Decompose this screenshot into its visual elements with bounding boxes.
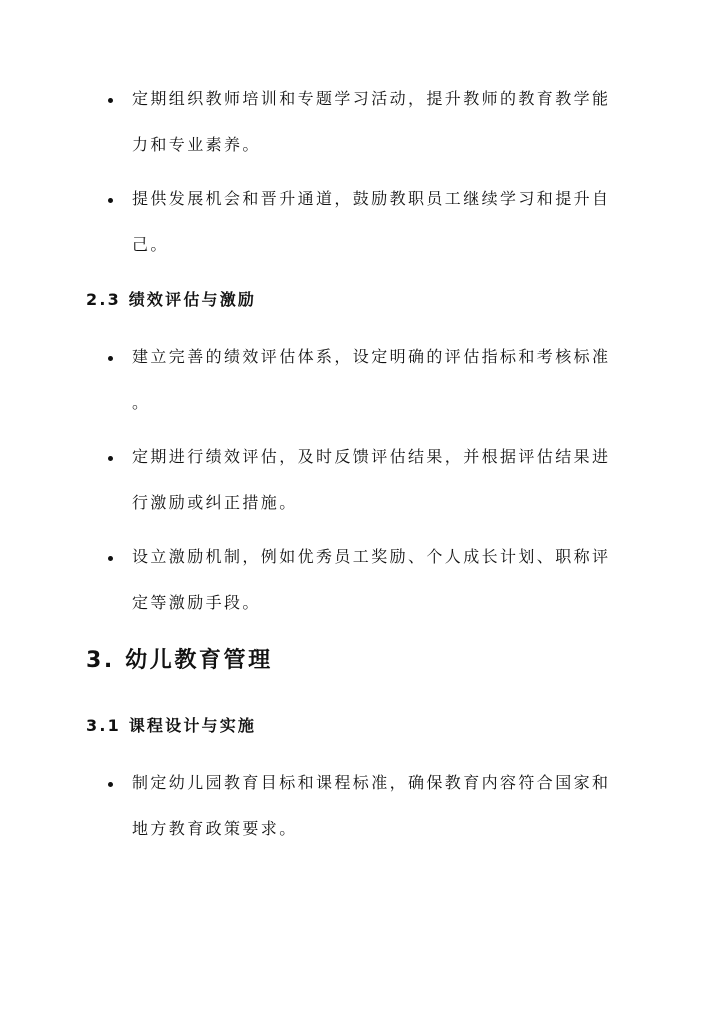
section-heading-2-3: 2.3 绩效评估与激励 bbox=[86, 290, 257, 309]
bullet-icon bbox=[108, 782, 113, 787]
section-heading-3-1: 3.1 课程设计与实施 bbox=[86, 716, 257, 735]
bullet-icon bbox=[108, 98, 113, 103]
list-item-line: 地方教育政策要求。 bbox=[132, 819, 298, 838]
bullet-icon bbox=[108, 356, 113, 361]
bullet-icon bbox=[108, 456, 113, 461]
list-item-line: 。 bbox=[132, 393, 151, 412]
list-item-line: 设立激励机制，例如优秀员工奖励、个人成长计划、职称评 bbox=[132, 547, 611, 566]
list-item-line: 建立完善的绩效评估体系，设定明确的评估指标和考核标准 bbox=[132, 347, 611, 366]
list-item-line: 力和专业素养。 bbox=[132, 135, 261, 154]
list-item-line: 己。 bbox=[132, 235, 169, 254]
bullet-icon bbox=[108, 198, 113, 203]
bullet-icon bbox=[108, 556, 113, 561]
list-item-line: 提供发展机会和晋升通道，鼓励教职员工继续学习和提升自 bbox=[132, 189, 611, 208]
list-item-line: 定期进行绩效评估，及时反馈评估结果，并根据评估结果进 bbox=[132, 447, 611, 466]
list-item-line: 行激励或纠正措施。 bbox=[132, 493, 298, 512]
list-item-line: 定期组织教师培训和专题学习活动，提升教师的教育教学能 bbox=[132, 89, 611, 108]
section-heading-3: 3. 幼儿教育管理 bbox=[86, 648, 273, 673]
list-item-line: 定等激励手段。 bbox=[132, 593, 261, 612]
list-item-line: 制定幼儿园教育目标和课程标准，确保教育内容符合国家和 bbox=[132, 773, 611, 792]
